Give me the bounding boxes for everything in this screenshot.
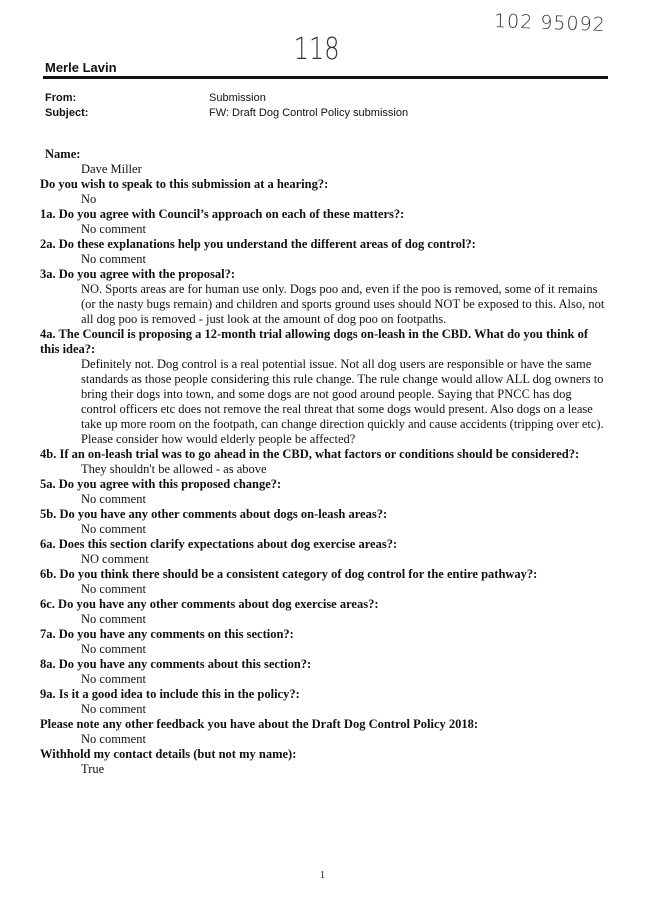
answer: No comment — [81, 732, 146, 746]
answer: No comment — [81, 612, 146, 626]
answer: No comment — [81, 522, 146, 536]
question: 6c. Do you have any other comments about dog exercise areas?: — [40, 597, 379, 611]
answer: They shouldn't be allowed - as above — [81, 462, 267, 476]
handwritten-page-mark: 118 — [293, 32, 340, 67]
question: 6b. Do you think there should be a consistent category of dog control for the entire pathway?: — [40, 567, 538, 581]
question: 4b. If an on-leash trial was to go ahead in the CBD, what factors or conditions should be considered?: — [40, 447, 580, 461]
question: 5b. Do you have any other comments about dogs on-leash areas?: — [40, 507, 388, 521]
answer: Dave Miller — [81, 162, 142, 176]
question: 4a. The Council is proposing a 12-month trial allowing dogs on-leash in the CBD. What do you think of this idea?: — [40, 327, 589, 356]
answer: No — [81, 192, 97, 206]
question: 2a. Do these explanations help you understand the different areas of dog control?: — [40, 237, 476, 251]
question: 1a. Do you agree with Council’s approach on each of these matters?: — [40, 207, 405, 221]
question: 3a. Do you agree with the proposal?: — [40, 267, 236, 281]
answer: No comment — [81, 492, 146, 506]
question: Withhold my contact details (but not my name): — [40, 747, 297, 761]
question: Do you wish to speak to this submission at a hearing?: — [40, 177, 329, 191]
page-number: 1 — [320, 870, 325, 881]
answer: No comment — [81, 582, 146, 596]
from-value: Submission — [209, 92, 266, 104]
author-name: Merle Lavin — [45, 60, 117, 75]
question: Name: — [45, 147, 81, 161]
subject-label: Subject: — [45, 107, 89, 119]
from-label: From: — [45, 92, 77, 104]
answer: NO comment — [81, 552, 149, 566]
answer: No comment — [81, 702, 146, 716]
answer: No comment — [81, 252, 146, 266]
answer: Definitely not. Dog control is a real potential issue. Not all dog users are responsible or have the same standards as those people considering this rule change. The rule change would allow ALL dog owners to bring their dogs into town, and some dogs are not good around people. Saying that PNCC has dog control officers etc does not remove the real threat that some dogs would present. Also dogs on a lease take up more room on the footpath, can change direction quickly and cause accidents (tripping over etc). Please consider how would elderly people be affected? — [81, 357, 604, 446]
answer: No comment — [81, 672, 146, 686]
question: 7a. Do you have any comments on this section?: — [40, 627, 294, 641]
subject-value: FW: Draft Dog Control Policy submission — [209, 107, 409, 119]
header-divider — [43, 76, 608, 79]
submission-form — [40, 147, 610, 777]
answer: True — [81, 762, 105, 776]
question: 9a. Is it a good idea to include this in the policy?: — [40, 687, 300, 701]
question: 5a. Do you agree with this proposed change?: — [40, 477, 282, 491]
answer: NO. Sports areas are for human use only. Dogs poo and, even if the poo is removed, some of it remains (or the nasty bugs remain) and children and sports ground uses should NOT be exposed to this. Also, not all dog poo is removed - just look at the amount of dog poo on footpaths. — [81, 282, 605, 326]
answer: No comment — [81, 642, 146, 656]
question: Please note any other feedback you have about the Draft Dog Control Policy 2018: — [40, 717, 479, 731]
question: 8a. Do you have any comments about this section?: — [40, 657, 312, 671]
answer: No comment — [81, 222, 146, 236]
handwritten-reference-number: 102 95092 — [493, 10, 607, 36]
question: 6a. Does this section clarify expectations about dog exercise areas?: — [40, 537, 398, 551]
